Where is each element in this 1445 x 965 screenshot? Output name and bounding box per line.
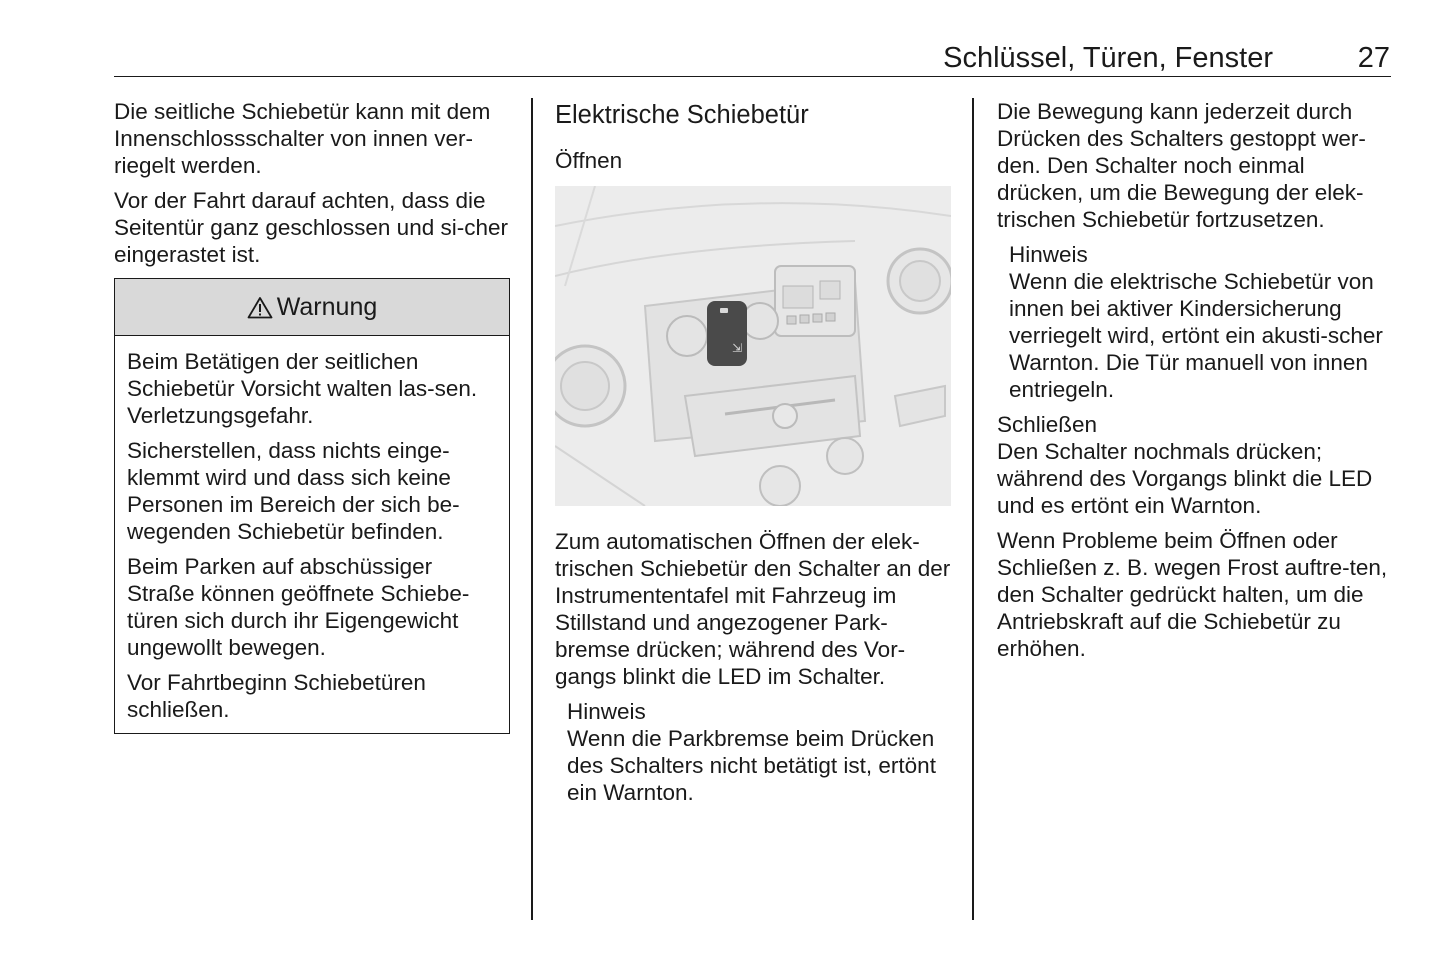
paragraph: Wenn Probleme beim Öffnen oder Schließen z. B. wegen Frost auftre-ten, den Schalter gedrückt halten, um die Antriebskraft auf die Schiebetür zu erhöhen. bbox=[997, 528, 1388, 661]
paragraph: Sicherstellen, dass nichts einge-klemmt wird und dass sich keine Personen im Bereich der sich be-wegenden Schiebetür befinden. bbox=[127, 438, 460, 544]
warning-box bbox=[114, 278, 510, 734]
svg-text:⇲: ⇲ bbox=[732, 341, 743, 355]
warning-triangle-icon bbox=[247, 296, 273, 319]
page-header bbox=[114, 40, 1391, 77]
paragraph: Die Bewegung kann jederzeit durch Drücken des Schalters gestoppt wer-den. Den Schalter noch einmal drücken, um die Bewegung der elek-trischen Schiebetür fortzusetzen. bbox=[997, 99, 1366, 232]
warning-body bbox=[115, 336, 509, 733]
note-text: Wenn die Parkbremse beim Drücken des Schalters nicht betätigt ist, ertönt ein Warnton. bbox=[567, 726, 936, 805]
note-box bbox=[567, 698, 951, 806]
paragraph: Den Schalter nochmals drücken; während des Vorgangs blinkt die LED und es ertönt ein Warnton. bbox=[997, 439, 1373, 518]
paragraph: Vor der Fahrt darauf achten, dass die Seitentür ganz geschlossen und si-cher eingerastet ist. bbox=[114, 188, 508, 267]
page-number: 27 bbox=[1357, 42, 1390, 74]
note-box bbox=[1009, 241, 1393, 403]
warning-header bbox=[115, 279, 509, 336]
warning-title: Warnung bbox=[276, 292, 378, 321]
column-right bbox=[997, 98, 1393, 670]
column-middle bbox=[555, 98, 951, 814]
note-title: Hinweis bbox=[1009, 242, 1088, 267]
note-title: Hinweis bbox=[567, 699, 646, 724]
paragraph: Die seitliche Schiebetür kann mit dem Innenschlossschalter von innen ver-riegelt werden. bbox=[114, 99, 491, 178]
column-divider bbox=[531, 98, 533, 920]
note-text: Wenn die elektrische Schiebetür von innen bei aktiver Kindersicherung verriegelt wird, ertönt ein akusti-scher Warnton. Die Tür manuell von innen entriegeln. bbox=[1009, 269, 1383, 402]
paragraph: Zum automatischen Öffnen der elek-trischen Schiebetür den Schalter an der Instrumententafel mit Fahrzeug im Stillstand und angezogener Park-bremse drücken; während des Vor-gangs blinkt die LED im Schalter. bbox=[555, 529, 951, 689]
column-divider bbox=[972, 98, 974, 920]
column-left bbox=[114, 98, 510, 734]
paragraph: Vor Fahrtbeginn Schiebetüren schließen. bbox=[127, 670, 426, 722]
dashboard-switch-illustration bbox=[555, 186, 951, 506]
chapter-title: Schlüssel, Türen, Fenster bbox=[943, 42, 1273, 74]
subsection-heading: Öffnen bbox=[555, 148, 623, 173]
paragraph: Beim Betätigen der seitlichen Schiebetür Vorsicht walten las-sen. Verletzungsgefahr. bbox=[127, 349, 478, 428]
paragraph: Beim Parken auf abschüssiger Straße können geöffnete Schiebe-türen sich durch ihr Eigengewicht ungewollt bewegen. bbox=[127, 554, 470, 660]
subsection-heading: Schließen bbox=[997, 412, 1098, 437]
section-heading: Elektrische Schiebetür bbox=[555, 101, 809, 129]
